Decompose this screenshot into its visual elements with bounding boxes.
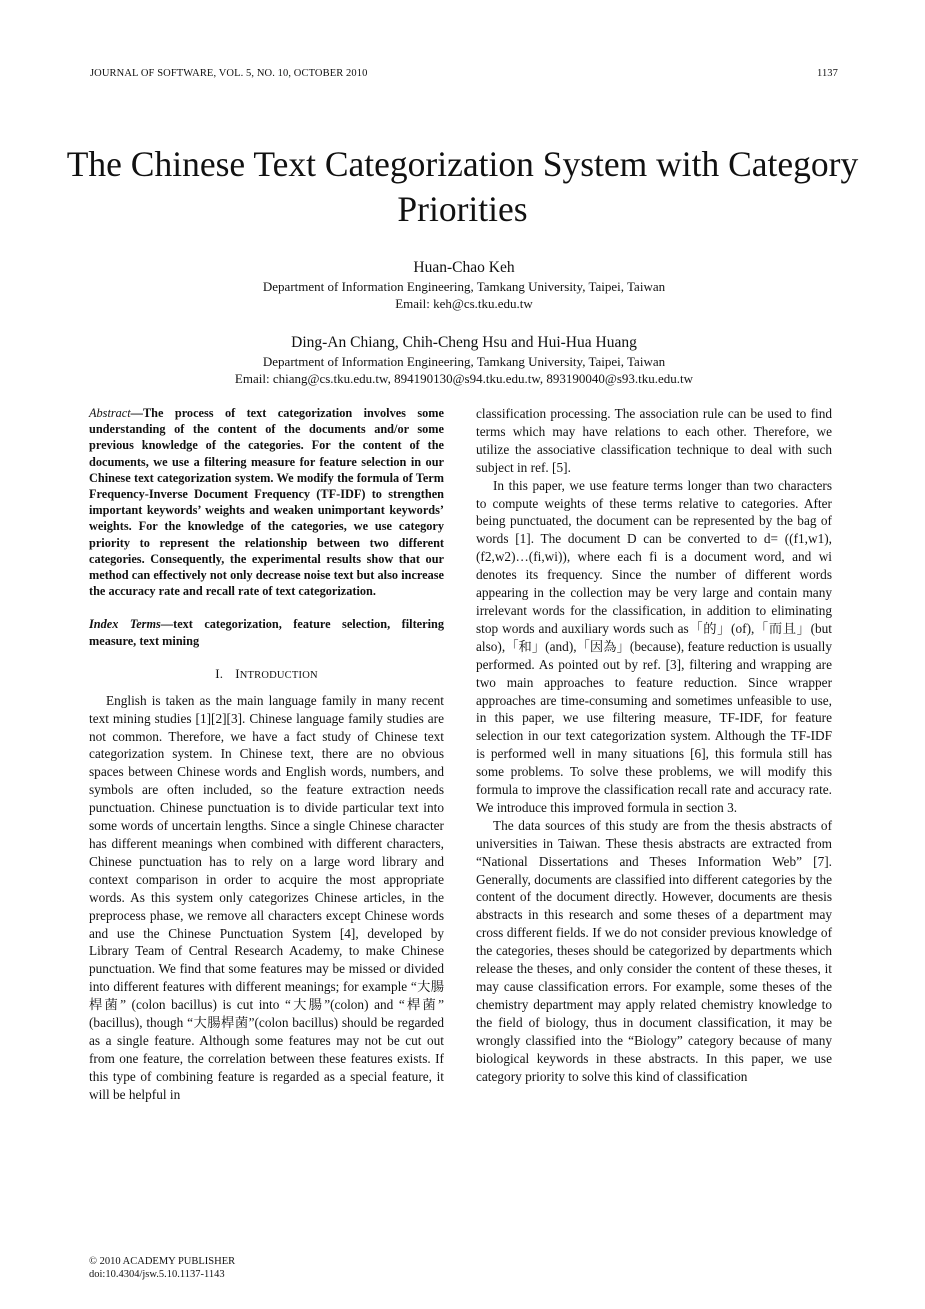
section-title-rest: NTRODUCTION xyxy=(239,669,318,681)
author-block-1 xyxy=(90,258,838,312)
left-column xyxy=(89,405,444,1104)
author-email: Email: keh@cs.tku.edu.tw xyxy=(395,296,533,311)
author-email: Email: chiang@cs.tku.edu.tw, 894190130@s94.tku.edu.tw, 893190040@s93.tku.edu.tw xyxy=(234,371,694,386)
body-paragraph: classification processing. The association rule can be used to find terms which may have relations to each other. Therefore, we utilize the associative classification technique to deal with such subject in ref. [5]. xyxy=(476,406,832,475)
section-number: I. xyxy=(215,665,224,681)
doi: doi:10.4304/jsw.5.10.1137-1143 xyxy=(89,1268,225,1280)
index-terms xyxy=(89,616,444,648)
index-terms-text: —text categorization, feature selection, filtering measure, text mining xyxy=(89,617,444,648)
journal-name: JOURNAL OF SOFTWARE, VOL. 5, NO. 10, OCTOBER 2010 xyxy=(90,68,368,79)
author-affiliation: Department of Information Engineering, Tamkang University, Taipei, Taiwan xyxy=(262,279,666,294)
paper-title: The Chinese Text Categorization System with Category Priorities xyxy=(66,144,859,229)
page-number: 1137 xyxy=(816,68,838,79)
author-names: Huan-Chao Keh xyxy=(413,259,515,276)
abstract xyxy=(89,405,444,599)
body-paragraph: The data sources of this study are from the thesis abstracts of universities in Taiwan. These thesis abstracts are extracted from “National Dissertations and Theses Information Web” [7]. Generally, documents are classified into different categories by the content of the document directly. However, documents are thesis abstracts in this research and some theses of a department may cross different fields. If we do not consider previous knowledge of the categories, theses should be categorized by departments which release the theses, and only consider the content of these theses, it may cause classification errors. For example, some theses of the chemistry department may apply related chemistry knowledge to the field of biology, thus in document classification, it may be wrongly classified into the “Biology” category because of many biological keywords in these abstracts. In this paper, we use category priority to solve this kind of classification xyxy=(476,817,832,1084)
abstract-text: —The process of text categorization involves some understanding of the content of the documents and/or some previous knowledge of the categories. For the content of the documents, we use a filtering measure for feature selection in our Chinese text categorization system. We modify the formula of Term Frequency-Inverse Document Frequency (TF-IDF) to strengthen important keywords’ weights and weaken unimportant keywords’ weights. For the knowledge of the categories, we use category priority to represent the relationship between two different categories. Consequently, the experimental results show that our method can effectively not only decrease noise text but also increase the accuracy rate and recall rate of text categorization. xyxy=(89,406,444,599)
author-affiliation: Department of Information Engineering, Tamkang University, Taipei, Taiwan xyxy=(262,354,666,369)
publisher-notice: © 2010 ACADEMY PUBLISHER xyxy=(89,1256,236,1267)
author-block-2 xyxy=(90,333,838,387)
section-heading xyxy=(89,665,444,685)
footer xyxy=(89,1256,235,1281)
section-initial: I xyxy=(235,665,240,681)
body-paragraph: English is taken as the main language family in many recent text mining studies [1][2][3]. Chinese language family studies are not common. Therefore, we have a fact study of Chinese text categorization system. In Chinese text, there are no obvious spaces between Chinese words and English words, numbers, and symbols are often included, so the feature extraction needs punctuation. Chinese punctuation is to divide particular text into some words of uncertain lengths. Since a single Chinese character has different meanings when combined with different characters, Chinese punctuation has to rely on a large word library and context comparison in order to acquire the most appropriate words. As this system only categorizes Chinese articles, in the preprocess phase, we remove all characters except Chinese words and use the Chinese Punctuation System [4], developed by Library Team of Central Research Academy, to make Chinese punctuation. We find that some features may be missed or divided into different features with different meanings; for example “大腸桿菌” (colon bacillus) is cut into “大腸”(colon) and “桿菌” (bacillus), though “大腸桿菌”(colon bacillus) should be regarded as a single feature. Although some features may not be cut out from one feature, the correlation between these features exists. If this type of combining feature is regarded as a special feature, it will be helpful in xyxy=(89,692,444,1102)
author-names: Ding-An Chiang, Chih-Cheng Hsu and Hui-Hua Huang xyxy=(291,334,637,351)
index-terms-label: Index Terms xyxy=(89,617,161,632)
abstract-label: Abstract xyxy=(89,406,131,420)
running-header xyxy=(90,68,838,82)
body-paragraph: In this paper, we use feature terms longer than two characters to compute weights of these terms relative to categories. After being punctuated, the document can be represented by the bag of words [1]. The document D can be converted to d= ((f1,w1),(f2,w2)…(fi,wi)), where each fi is a document word, and wi denotes its frequency. Since the number of different words appearing in the collection may be very large and contain many irrelevant words for the classification, in addition to eliminating stop words and auxiliary words such as「的」(of),「而且」(but also),「和」(and),「因為」(because), feature reduction is usually performed. As pointed out by ref. [3], filtering and wrapping are two main approaches to feature reduction. Since wrapper approaches are time-consuming and sometimes unfeasible to use, in this paper, we use filtering measure, TF-IDF, for feature selection in our text categorization system. Although the TF-IDF is performed well in many situations [6], this formula still has some problems. To solve these problems, we will modify this formula to improve the classification recall rate and accuracy rate. We introduce this improved formula in section 3. xyxy=(476,477,832,815)
right-column xyxy=(476,405,832,1085)
